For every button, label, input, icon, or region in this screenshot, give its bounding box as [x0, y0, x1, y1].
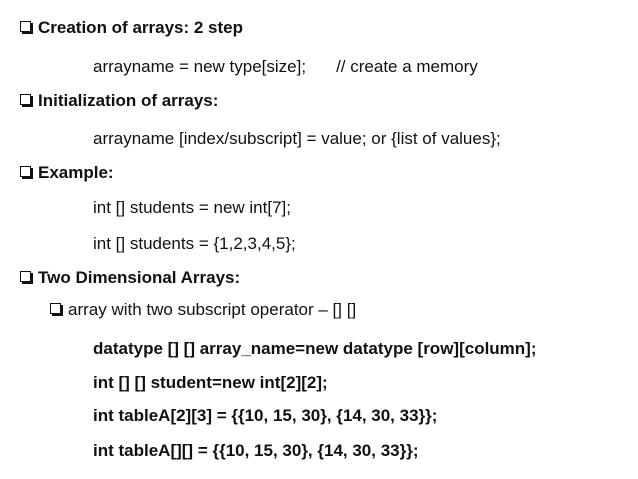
heading-example	[20, 162, 114, 184]
code-2d-tablea-sized: int tableA[2][3] = {{10, 15, 30}, {14, 30, 33}};	[93, 406, 438, 425]
checkbox-bullet-icon	[20, 166, 31, 177]
sub-bullet-two-subscript	[50, 299, 356, 321]
sub-bullet-text: array with two subscript operator – [] []	[68, 300, 357, 319]
heading-example-text: Example:	[38, 163, 114, 182]
heading-initialization	[20, 90, 218, 112]
heading-two-dimensional	[20, 267, 240, 289]
code-example-2: int [] students = {1,2,3,4,5};	[93, 234, 296, 253]
checkbox-bullet-icon	[20, 271, 31, 282]
code-comment: // create a memory	[336, 57, 478, 76]
code-creation: arrayname = new type[size];	[93, 57, 307, 76]
code-line-creation	[93, 56, 478, 78]
checkbox-bullet-icon	[50, 303, 61, 314]
code-2d-student: int [] [] student=new int[2][2];	[93, 373, 328, 392]
heading-creation-text: Creation of arrays: 2 step	[38, 18, 244, 37]
heading-two-dimensional-text: Two Dimensional Arrays:	[38, 268, 241, 287]
code-2d-declaration: datatype [] [] array_name=new datatype [row][column];	[93, 339, 537, 358]
heading-initialization-text: Initialization of arrays:	[38, 91, 219, 110]
heading-creation	[20, 17, 243, 39]
checkbox-bullet-icon	[20, 94, 31, 105]
code-2d-tablea-unsized: int tableA[][] = {{10, 15, 30}, {14, 30, 33}};	[93, 441, 419, 460]
checkbox-bullet-icon	[20, 21, 31, 32]
code-initialization: arrayname [index/subscript] = value; or {list of values};	[93, 129, 501, 148]
code-example-1: int [] students = new int[7];	[93, 198, 291, 217]
